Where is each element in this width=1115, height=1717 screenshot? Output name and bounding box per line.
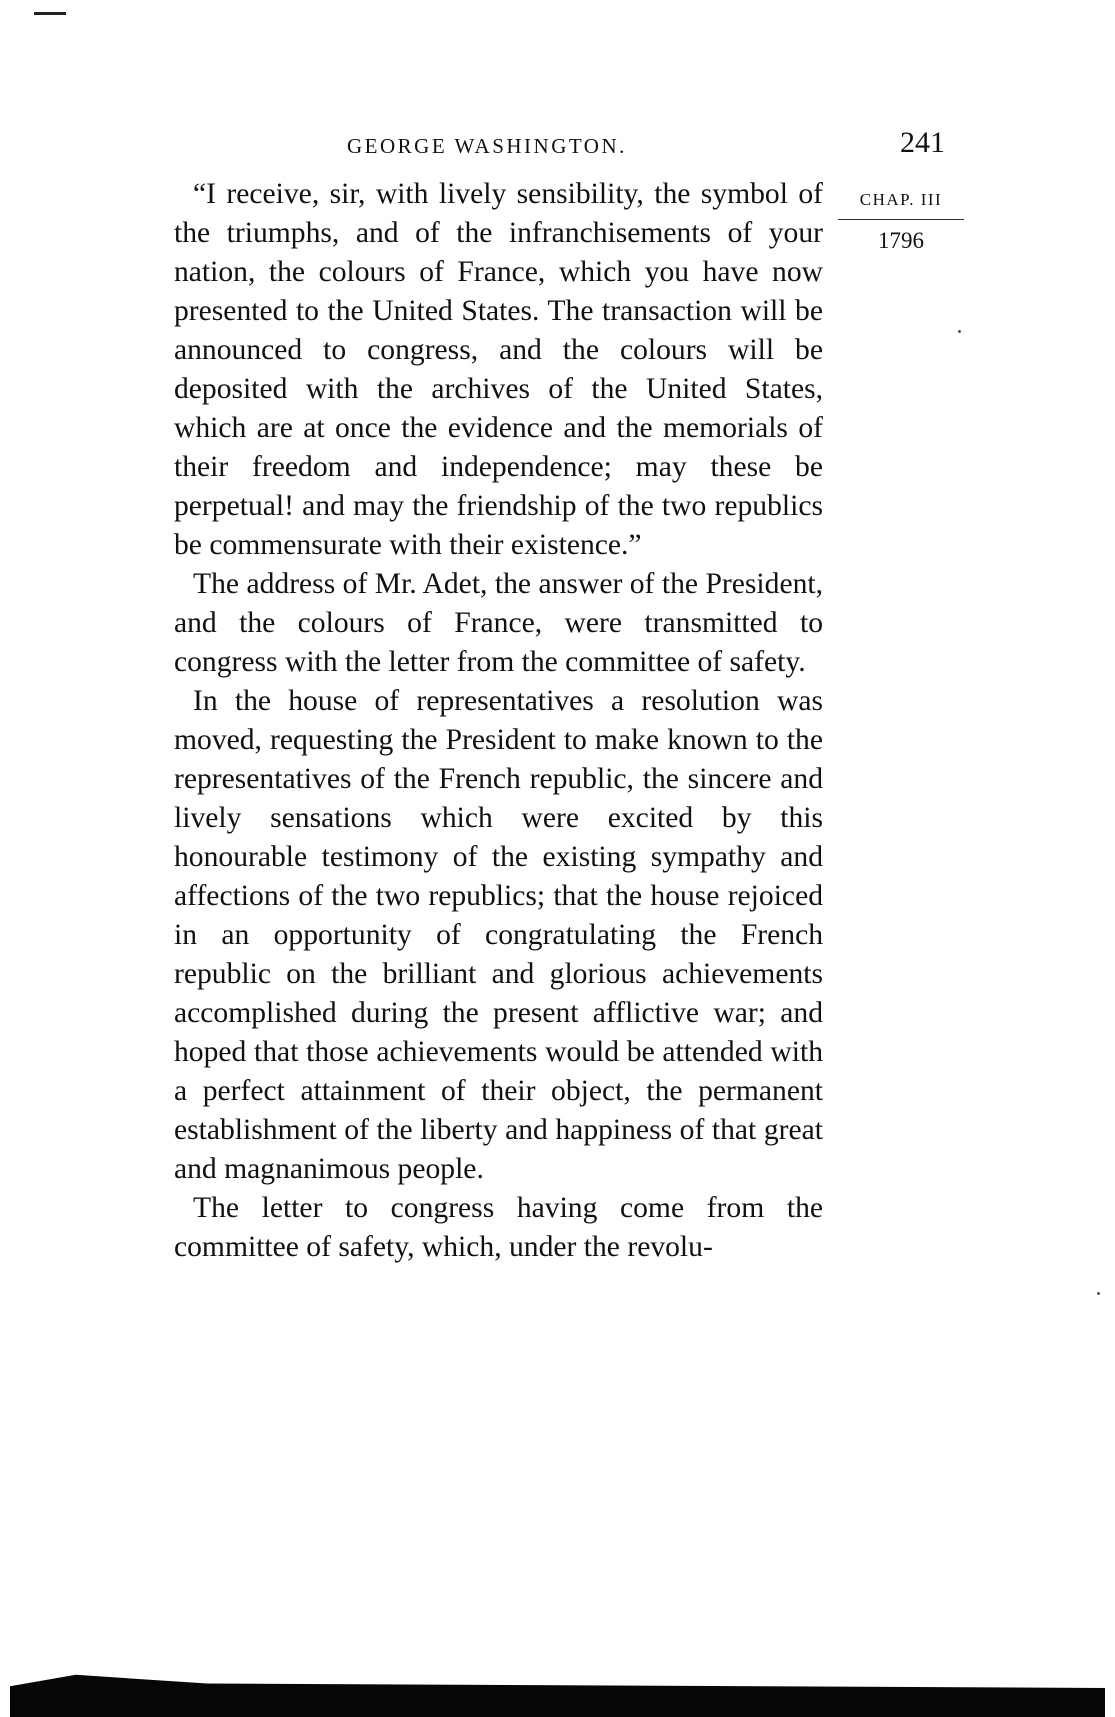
margin-year: 1796 [878,228,924,253]
paragraph-quote: “I receive, sir, with lively sensibility, the symbol of the triumphs, and of the infranchisements of your nation, the colours of France, which you have now presented to the United States. The transaction will be announced to congress, and the colours will be deposited with the archives of the United States, which are at once the evidence and the memorials of their freedom and independence; may these be perpetual! and may the friendship of the two republics be commensurate with their existence.” [174,178,823,561]
page-number: 241 [900,126,945,159]
body-text [174,175,823,1267]
paragraph-resolution: In the house of representatives a resolution was moved, requesting the President to make known to the representatives of the French republic, the sincere and lively sensations which were excited by this honourable testimony of the existing sympathy and affections of the two republics; that the house rejoiced in an opportunity of congratulating the French republic on the brilliant and glorious achievements accomplished during the present afflictive war; and hoped that those achievements would be attended with a perfect attainment of their object, the permanent establishment of the liberty and happiness of that great and magnanimous people. [174,685,823,1185]
paragraph-letter: The letter to congress having come from the committee of safety, which, under the revolu- [174,1192,823,1263]
scan-speck [958,330,961,333]
chapter-label: CHAP. III [838,190,964,220]
paragraph-transmittal: The address of Mr. Adet, the answer of the President, and the colours of France, were transmitted to congress with the letter from the committee of safety. [174,568,823,678]
running-head: GEORGE WASHINGTON. [347,134,627,158]
scan-mark-top [34,12,66,15]
margin-note [838,190,964,254]
scan-speck [1097,1292,1100,1295]
scan-edge-shadow [10,1673,1105,1717]
